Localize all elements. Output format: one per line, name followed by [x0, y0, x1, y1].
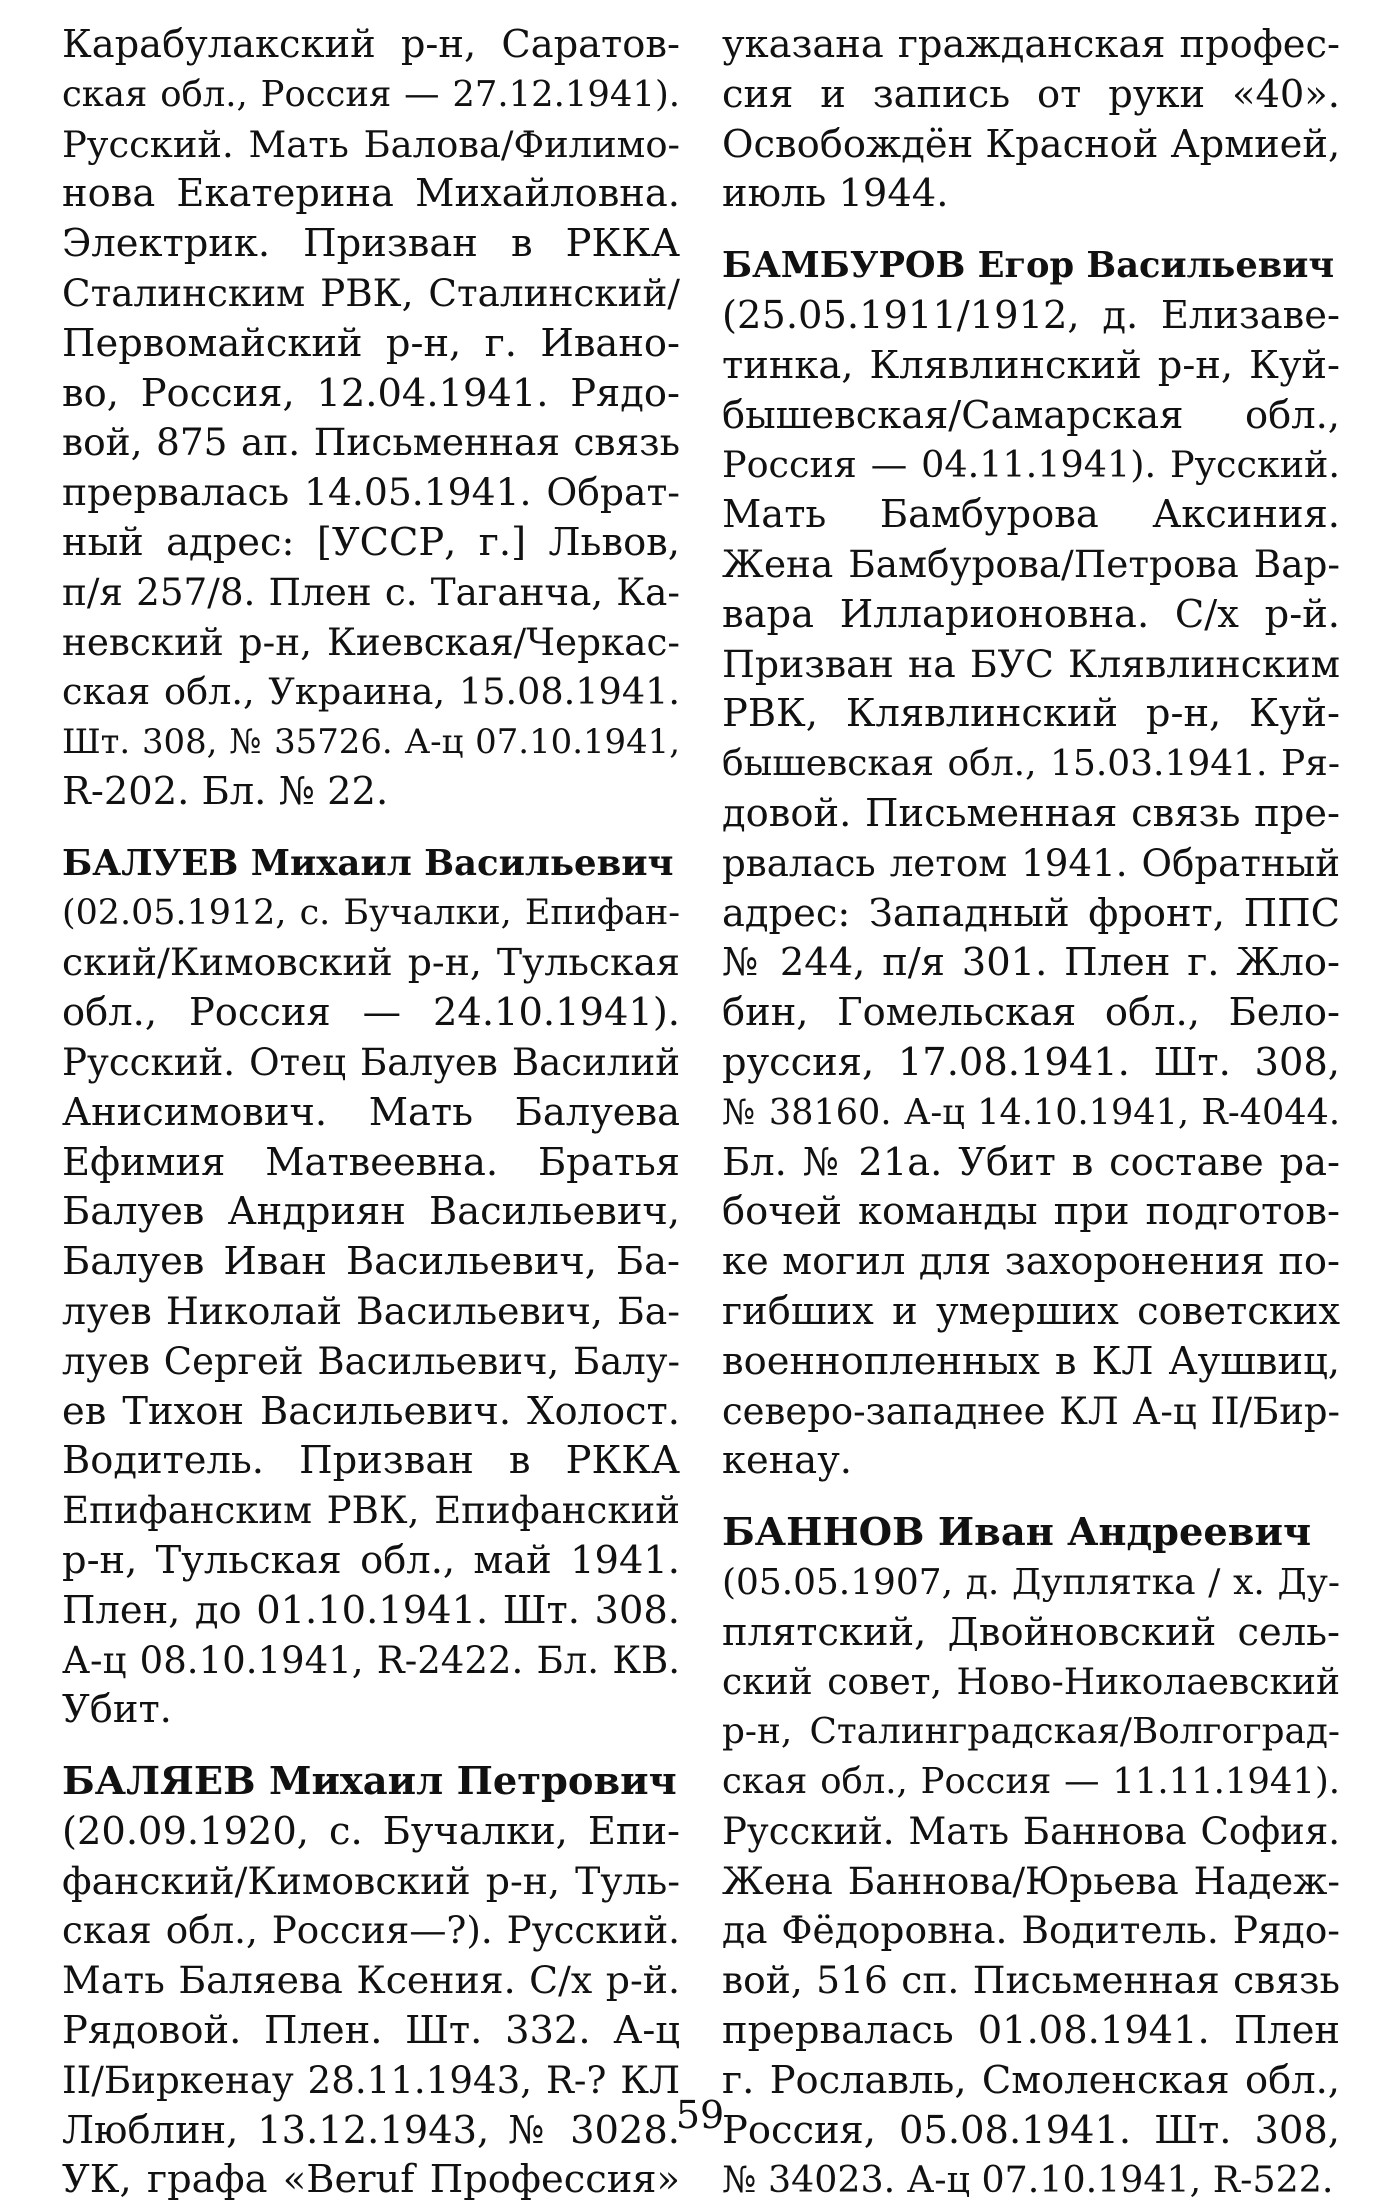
entry-baluev [62, 839, 680, 1735]
text-line: Мать Бамбурова Аксиния. [722, 492, 1340, 538]
text-line: бышевская/Самарская обл., [722, 392, 1340, 438]
text-line: Рядовой. Плен. Шт. 332. А-ц [62, 2008, 680, 2054]
text-line: РВК, Клявлинский р-н, Куй- [722, 691, 1340, 737]
text-line: кенау. [722, 1438, 852, 1484]
entry-balyaev [62, 1757, 680, 2205]
text-line: обл., Россия — 24.10.1941). [62, 990, 680, 1036]
text-line: плятский, Двойновский сель- [722, 1609, 1340, 1655]
text-line: прервалась 14.05.1941. Обрат- [62, 470, 680, 515]
text-line: Убит. [62, 1687, 172, 1733]
text-line: (20.09.1920, с. Бучалки, Епи- [62, 1808, 680, 1854]
text-line: Россия — 04.11.1941). Русский. [722, 443, 1340, 487]
text-line: ская обл., Россия — 27.12.1941). [62, 73, 680, 115]
text-line: адрес: Западный фронт, ППС [722, 890, 1340, 936]
text-line: июль 1944. [722, 171, 949, 217]
entry-name: БАМБУРОВ Егор Васильевич [722, 245, 1335, 287]
entry-bamburov [722, 241, 1340, 1486]
text-line: Россия, 05.08.1941. Шт. 308, [722, 2107, 1340, 2153]
text-line: Русский. Мать Балова/Филимо- [62, 122, 680, 166]
text-line: вой, 516 сп. Письменная связь [722, 1958, 1340, 2003]
text-line: тинка, Клявлинский р-н, Куй- [722, 342, 1340, 388]
text-line: ская обл., Россия—?). Русский. [62, 1908, 680, 1953]
text-line: Карабулакский р-н, Саратов- [62, 22, 680, 67]
text-line: Анисимович. Мать Балуева [62, 1089, 680, 1135]
entry-continuation [62, 20, 680, 817]
text-line: р-н, Сталинградская/Волгоград- [722, 1711, 1340, 1753]
text-line: № 244, п/я 301. Плен г. Жло- [722, 940, 1340, 986]
text-line: р-н, Тульская обл., май 1941. [62, 1537, 680, 1583]
text-line: ский/Кимовский р-н, Тульская [62, 940, 680, 985]
text-line: ский совет, Ново-Николаевский [722, 1661, 1340, 1703]
text-line: п/я 257/8. Плен с. Таганча, Ка- [62, 569, 680, 614]
text-line: УК, графа «Beruf Профессия» [62, 2157, 680, 2203]
entry-name: БАЛУЕВ Михаил Васильевич [62, 842, 674, 884]
entry-spacer [722, 219, 1340, 241]
text-line: Плен, до 01.10.1941. Шт. 308. [62, 1587, 680, 1633]
text-line: Епифанским РВК, Епифанский [62, 1489, 680, 1533]
text-line: Мать Баляева Ксения. С/х р-й. [62, 1958, 680, 2003]
entry-spacer [62, 817, 680, 839]
text-line: ская обл., Россия — 11.11.1941). [722, 1761, 1340, 1803]
text-line: бышевская обл., 15.03.1941. Ря- [722, 743, 1340, 785]
text-line: R-202. Бл. № 22. [62, 768, 389, 814]
text-line: Шт. 308, № 35726. А-ц 07.10.1941, [62, 722, 680, 762]
text-line: северо-западнее КЛ А-ц II/Бир- [722, 1389, 1340, 1433]
text-line: указана гражданская профес- [722, 22, 1340, 67]
entry-name: БАННОВ Иван Андреевич [722, 1510, 1312, 1556]
text-line: да Фёдоровна. Водитель. Рядо- [722, 1908, 1340, 1953]
text-line: луев Николай Васильевич, Ба- [62, 1288, 680, 1333]
text-line: ке могил для захоронения по- [722, 1239, 1340, 1285]
text-line: II/Биркенау 28.11.1943, R-? КЛ [62, 2057, 680, 2102]
text-line: прервалась 01.08.1941. Плен [722, 2008, 1340, 2054]
text-line: А-ц 08.10.1941, R-2422. Бл. КВ. [62, 1638, 680, 1682]
text-line: во, Россия, 12.04.1941. Рядо- [62, 370, 680, 416]
text-line: бочей команды при подготов- [722, 1189, 1340, 1235]
text-line: Жена Бамбурова/Петрова Вар- [722, 541, 1340, 586]
text-line: Ефимия Матвеевна. Братья [62, 1139, 680, 1185]
text-line: Водитель. Призван в РККА [62, 1438, 680, 1484]
right-column [722, 20, 1340, 2205]
text-line: руссия, 17.08.1941. Шт. 308, [722, 1039, 1340, 1085]
text-line: луев Сергей Васильевич, Балу- [62, 1339, 680, 1383]
text-line: рвалась летом 1941. Обратный [722, 840, 1340, 885]
text-line: гибших и умерших советских [722, 1288, 1340, 1334]
text-line: ская обл., Украина, 15.08.1941. [62, 670, 680, 714]
text-line: (02.05.1912, с. Бучалки, Епифан- [62, 892, 680, 933]
page-number: 59 [675, 2093, 725, 2137]
text-line: военнопленных в КЛ Аушвиц, [722, 1338, 1340, 1384]
text-line: (25.05.1911/1912, д. Елизаве- [722, 292, 1340, 338]
text-line: вара Илларионовна. С/х р-й. [722, 591, 1340, 637]
text-line: вой, 875 ап. Письменная связь [62, 420, 680, 465]
text-line: Первомайский р-н, г. Ивано- [62, 320, 680, 366]
entry-name: БАЛЯЕВ Михаил Петрович [62, 1759, 677, 1805]
entry-continuation [722, 20, 1340, 219]
text-line: Жена Баннова/Юрьева Надеж- [722, 1858, 1340, 1903]
entry-spacer [722, 1486, 1340, 1508]
text-line: Сталинским РВК, Сталинский/ [62, 270, 680, 315]
text-line: Русский. Отец Балуев Василий [62, 1039, 680, 1084]
text-line: № 38160. А-ц 14.10.1941, R-4044. [722, 1091, 1340, 1133]
text-line: бин, Гомельская обл., Бело- [722, 990, 1340, 1036]
text-line: Балуев Иван Васильевич, Ба- [62, 1239, 680, 1285]
text-line: Электрик. Призван в РККА [62, 221, 680, 267]
text-line: Балуев Андриян Васильевич, [62, 1189, 680, 1235]
text-line: № 34023. А-ц 07.10.1941, R-522. [722, 2158, 1334, 2202]
left-column [62, 20, 680, 2205]
text-line: невский р-н, Киевская/Черкас- [62, 619, 680, 664]
text-line: Люблин, 13.12.1943, № 3028. [62, 2107, 680, 2153]
entry-spacer [62, 1735, 680, 1757]
text-line: (05.05.1907, д. Дуплятка / х. Ду- [722, 1561, 1340, 1603]
text-line: Призван на БУС Клявлинским [722, 641, 1340, 686]
text-line: Русский. Мать Баннова София. [722, 1809, 1340, 1853]
text-line: фанский/Кимовский р-н, Туль- [62, 1858, 680, 1903]
text-line: довой. Письменная связь пре- [722, 790, 1340, 836]
text-line: Освобождён Красной Армией, [722, 121, 1341, 167]
text-line: г. Рославль, Смоленская обл., [722, 2057, 1340, 2103]
text-line: ный адрес: [УССР, г.] Львов, [62, 519, 680, 565]
text-line: ев Тихон Васильевич. Холост. [62, 1388, 680, 1434]
text-line: сия и запись от руки «40». [722, 71, 1340, 117]
text-line: Бл. № 21а. Убит в составе ра- [722, 1139, 1340, 1185]
text-line: нова Екатерина Михайловна. [62, 171, 680, 217]
